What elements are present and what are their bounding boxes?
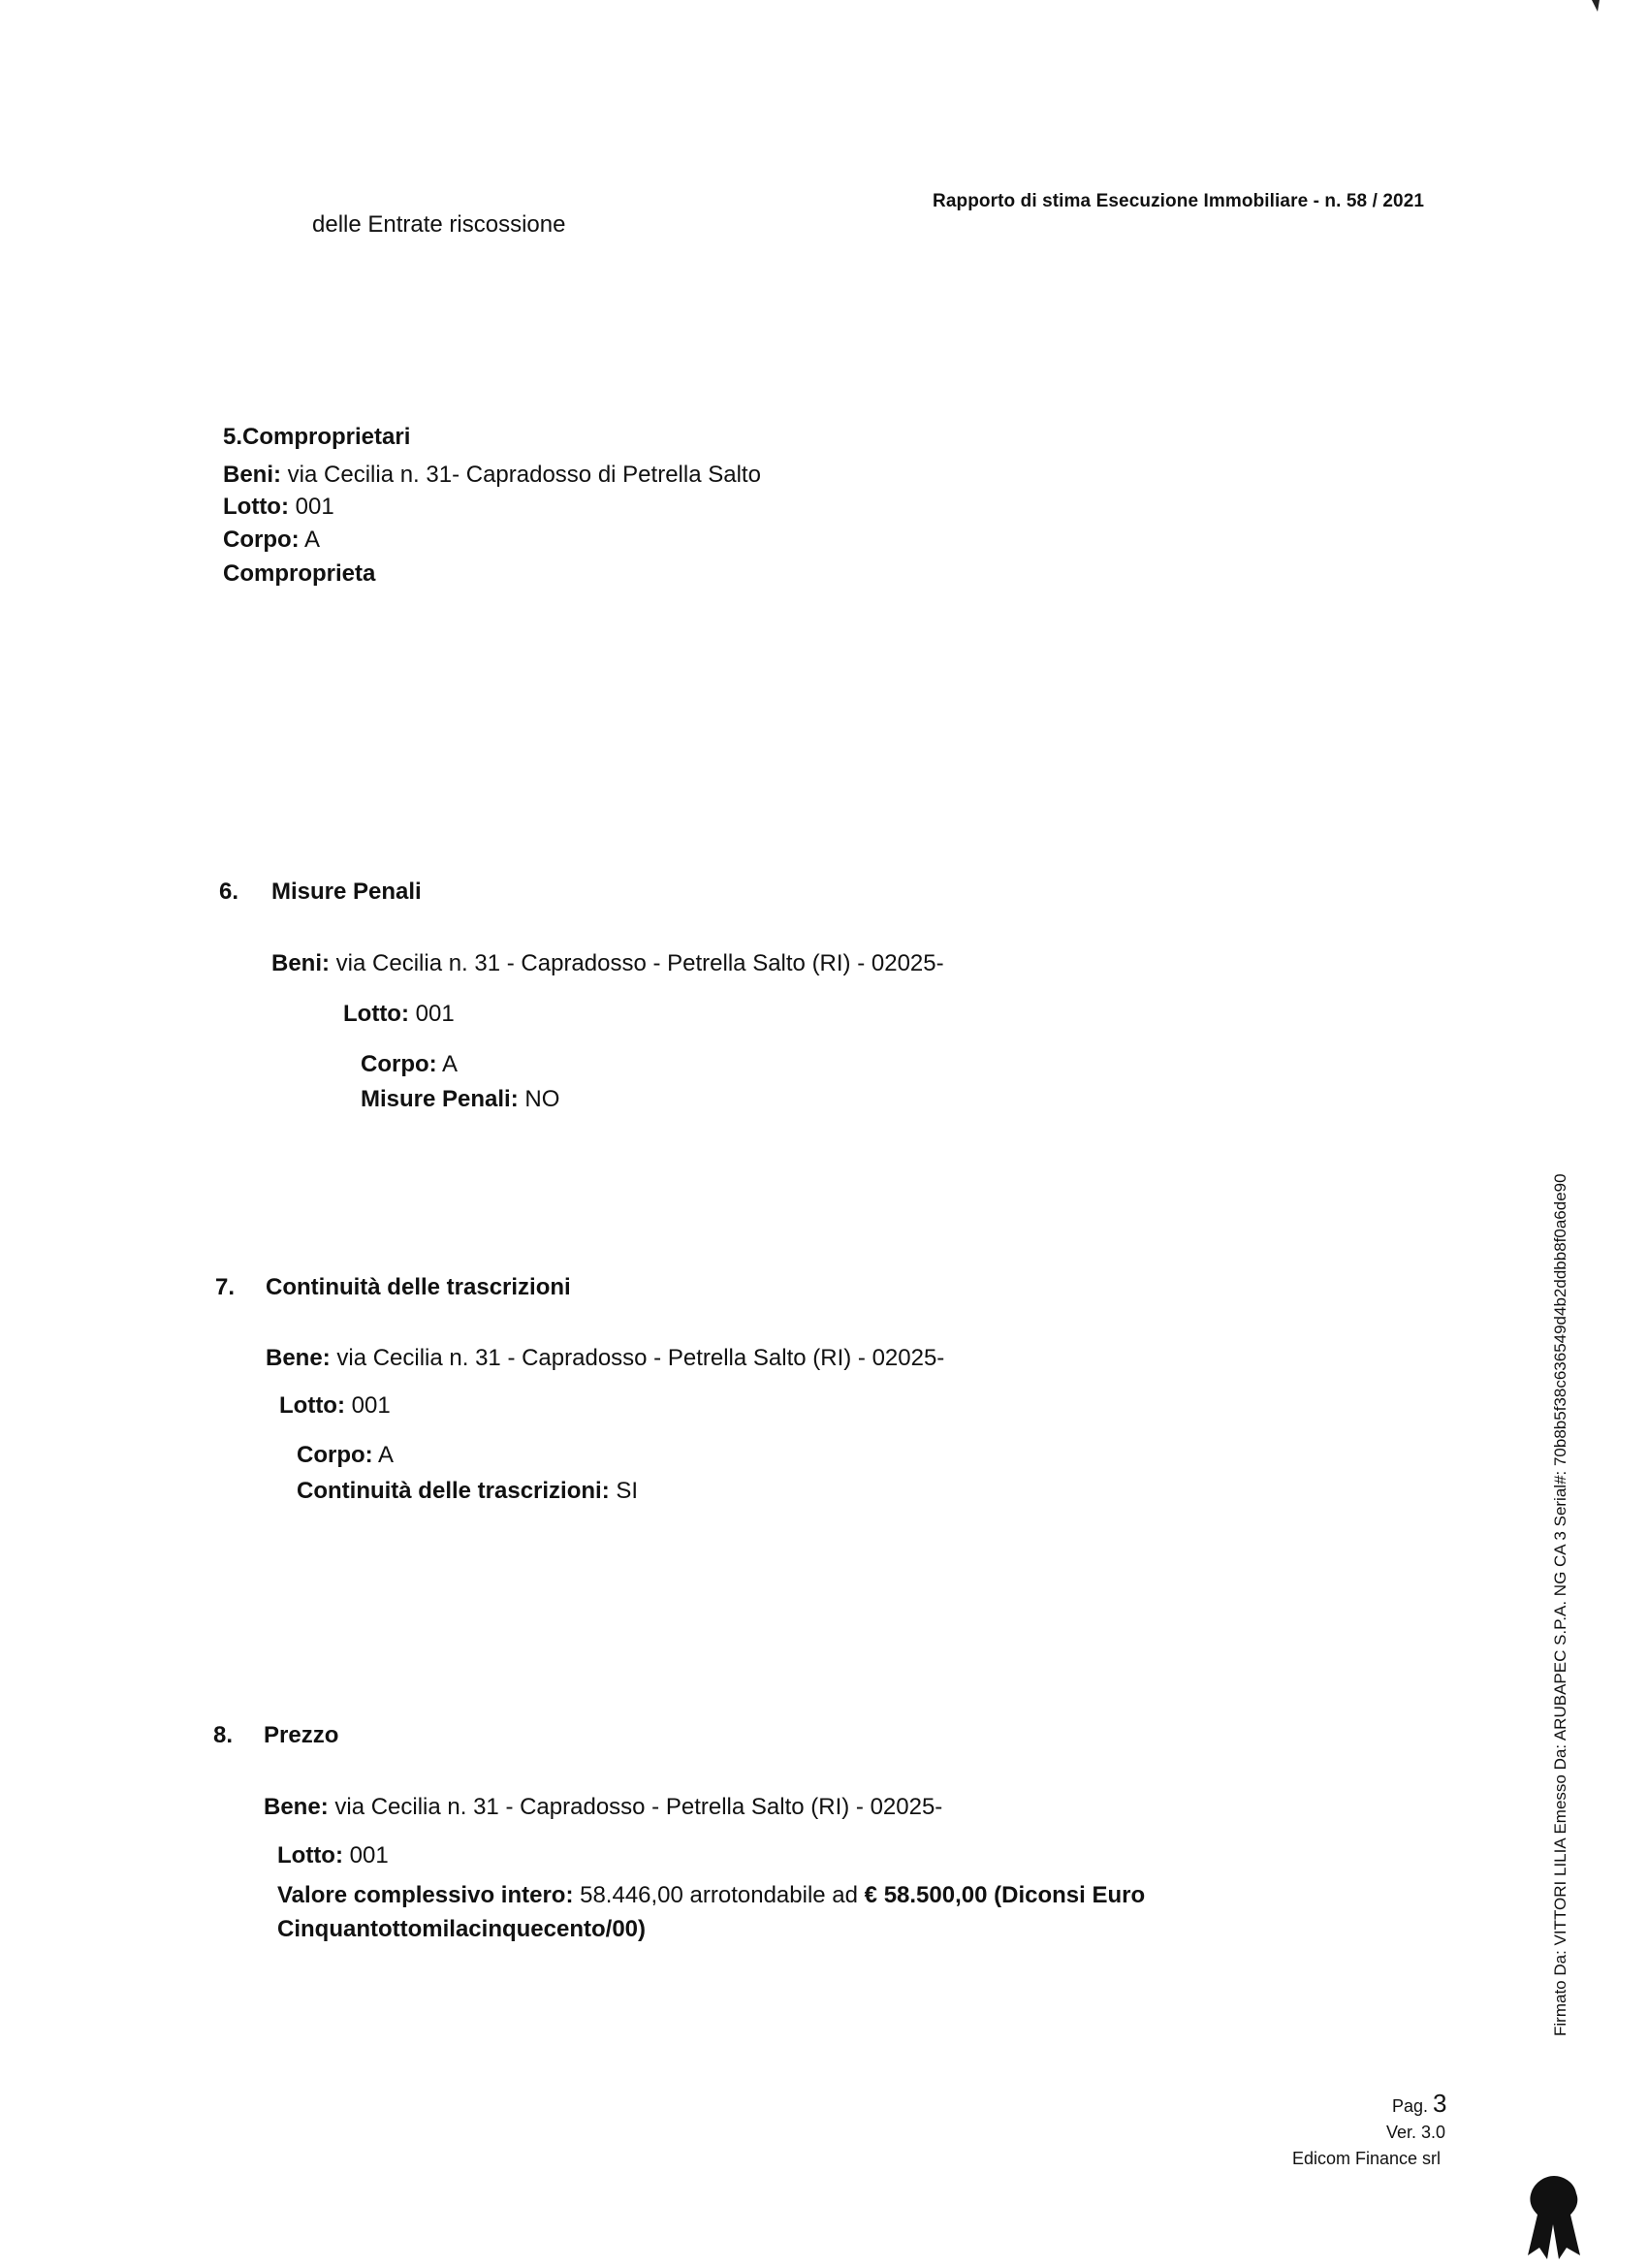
bene-value: via Cecilia n. 31 - Capradosso - Petrella Salto (RI) - 02025- — [330, 1345, 945, 1371]
corpo-value: A — [372, 1442, 395, 1468]
section-8-number: 8. — [213, 1722, 234, 1748]
section-8-valore — [277, 1882, 1145, 1910]
section-8-bene — [264, 1794, 942, 1822]
corpo-value: A — [436, 1051, 459, 1077]
section-5-title: 5.Comproprietari — [223, 424, 411, 450]
corpo-label: Corpo: — [297, 1442, 373, 1468]
digital-signature-text: Firmato Da: VITTORI LILIA Emesso Da: ARUBAPEC S.P.A. NG CA 3 Serial#: 70b8b5f38c636549d4b2ddbb8f0a6de90 — [1551, 1173, 1569, 2036]
section-6-title: Misure Penali — [271, 878, 422, 905]
misure-value: NO — [518, 1086, 560, 1112]
report-title: Rapporto di stima Esecuzione Immobiliare - n. 58 / 2021 — [933, 191, 1425, 211]
lotto-value: 001 — [342, 1842, 389, 1869]
valore-rounded: € 58.500,00 (Diconsi Euro — [864, 1882, 1146, 1908]
version-text: Ver. 3.0 — [1386, 2123, 1446, 2142]
lotto-label: Lotto: — [223, 494, 289, 520]
section-6-misure — [361, 1086, 559, 1114]
section-7-lotto — [279, 1392, 391, 1421]
beni-label: Beni: — [223, 462, 281, 488]
header-left-text: delle Entrate riscossione — [312, 211, 566, 238]
beni-value: via Cecilia n. 31- Capradosso di Petrella Salto — [281, 462, 761, 488]
bene-value: via Cecilia n. 31 - Capradosso - Petrella Salto (RI) - 02025- — [328, 1794, 943, 1820]
section-5-beni — [223, 462, 761, 490]
section-7-number: 7. — [215, 1274, 236, 1300]
section-6-corpo — [361, 1051, 458, 1079]
corpo-label: Corpo: — [223, 527, 300, 553]
lotto-label: Lotto: — [279, 1392, 345, 1419]
section-7-corpo — [297, 1442, 394, 1470]
corpo-value: A — [299, 527, 321, 553]
beni-label: Beni: — [271, 950, 330, 976]
section-8-lotto — [277, 1842, 389, 1870]
lotto-label: Lotto: — [343, 1001, 409, 1027]
seal-ribbon-icon — [1524, 2174, 1584, 2261]
lotto-label: Lotto: — [277, 1842, 343, 1869]
section-7-title: Continuità delle trascrizioni — [266, 1274, 571, 1300]
company-text: Edicom Finance srl — [1292, 2149, 1442, 2168]
section-6-beni — [271, 950, 944, 978]
corner-mark-icon — [1590, 0, 1601, 14]
page-indicator — [1392, 2089, 1447, 2119]
section-6-lotto — [343, 1001, 455, 1029]
valore-label: Valore complessivo intero: — [277, 1882, 574, 1908]
page-label: Pag. — [1392, 2096, 1429, 2116]
section-7-bene — [266, 1345, 944, 1373]
continuita-value: SI — [609, 1478, 639, 1504]
section-5-lotto — [223, 494, 334, 522]
lotto-value: 001 — [408, 1001, 455, 1027]
section-7-continuita-value — [297, 1478, 638, 1506]
valore-value: 58.446,00 arrotondabile ad — [573, 1882, 865, 1908]
lotto-value: 001 — [288, 494, 334, 520]
lotto-value: 001 — [344, 1392, 391, 1419]
section-5-comproprieta-label: Comproprieta — [223, 560, 376, 587]
section-6-number: 6. — [219, 878, 239, 905]
bene-label: Bene: — [264, 1794, 329, 1820]
section-8-valore-words: Cinquantottomilacinquecento/00) — [277, 1916, 647, 1942]
continuita-label: Continuità delle trascrizioni: — [297, 1478, 610, 1504]
page-number: 3 — [1433, 2089, 1447, 2118]
misure-label: Misure Penali: — [361, 1086, 519, 1112]
section-8-title: Prezzo — [264, 1722, 339, 1748]
beni-value: via Cecilia n. 31 - Capradosso - Petrella Salto (RI) - 02025- — [330, 950, 944, 976]
bene-label: Bene: — [266, 1345, 331, 1371]
corpo-label: Corpo: — [361, 1051, 437, 1077]
section-5-corpo — [223, 527, 320, 555]
